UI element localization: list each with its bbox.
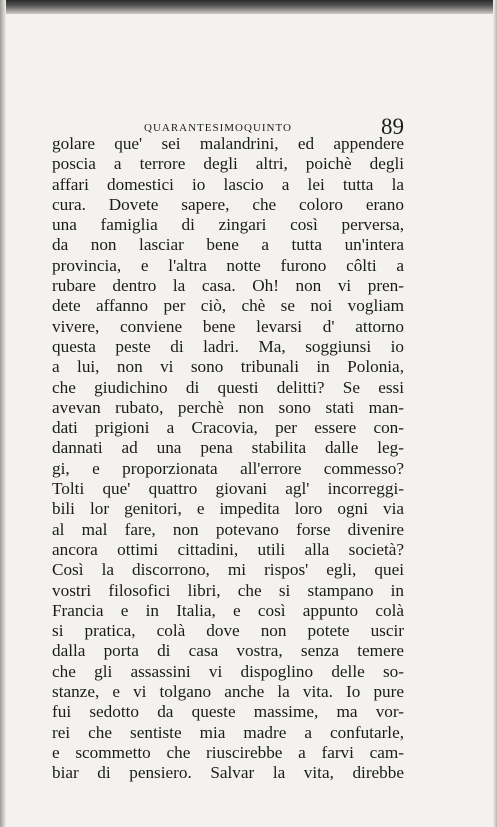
- text-line: affari domestici io lascio a lei tutta la: [52, 174, 404, 194]
- text-line: vivere, conviene bene levarsi d' attorno: [52, 316, 404, 336]
- text-line: poscia a terrore degli altri, poichè degli: [52, 154, 404, 174]
- text-line: dati prigioni a Cracovia, per essere con-: [52, 418, 404, 438]
- text-line: biar di pensiero. Salvar la vita, direbbe: [52, 763, 404, 783]
- text-line: ancora ottimi cittadini, utili alla società?: [52, 539, 404, 559]
- page-number: 89: [381, 114, 404, 139]
- text-line: cura. Dovete sapere, che coloro erano: [52, 194, 404, 214]
- text-line: questa peste di ladri. Ma, soggiunsi io: [52, 336, 404, 356]
- text-line: golare que' sei malandrini, ed appendere: [52, 134, 404, 153]
- text-line: dete affanno per ciò, chè se noi vogliam: [52, 296, 404, 316]
- text-line: provincia, e l'altra notte furono côlti a: [52, 255, 404, 275]
- text-line: che gli assassini vi dispoglino delle so-: [52, 661, 404, 681]
- text-line: Francia e in Italia, e così appunto colà: [52, 600, 404, 620]
- text-line: rei che sentiste mia madre a confutarle,: [52, 722, 404, 742]
- text-line: dalla porta di casa vostra, senza temere: [52, 641, 404, 661]
- page-left-edge: [0, 0, 6, 827]
- text-line: vostri filosofici libri, che si stampano in: [52, 580, 404, 600]
- text-line: da non lasciar bene a tutta un'intera: [52, 235, 404, 255]
- text-line: al mal fare, non potevano forse divenire: [52, 519, 404, 539]
- text-line: dannati ad una pena stabilita dalle leg-: [52, 438, 404, 458]
- running-head: QUARANTESIMOQUINTO: [144, 122, 292, 134]
- text-line: Tolti que' quattro giovani agl' incorreggi-: [52, 479, 404, 499]
- text-line: che giudichino di questi delitti? Se essi: [52, 377, 404, 397]
- text-line: fui sedotto da queste massime, ma vor-: [52, 702, 404, 722]
- text-line: gi, e proporzionata all'errore commesso?: [52, 458, 404, 478]
- page-top-edge: [0, 0, 497, 14]
- text-line: a lui, non vi sono tribunali in Polonia,: [52, 357, 404, 377]
- text-line: Così la discorrono, mi rispos' egli, quei: [52, 560, 404, 580]
- text-line: stanze, e vi tolgano anche la vita. Io pure: [52, 682, 404, 702]
- text-line: e scommetto che riuscirebbe a farvi cam-: [52, 742, 404, 762]
- text-line: si pratica, colà dove non potete uscir: [52, 621, 404, 641]
- text-line: rubare dentro la casa. Oh! non vi pren-: [52, 276, 404, 296]
- text-line: una famiglia di zingari così perversa,: [52, 215, 404, 235]
- text-line: bili lor genitori, e impedita loro ogni via: [52, 499, 404, 519]
- text-line: avevan rubato, perchè non sono stati man-: [52, 397, 404, 417]
- page-right-edge: [493, 0, 497, 827]
- body-text: [52, 134, 404, 784]
